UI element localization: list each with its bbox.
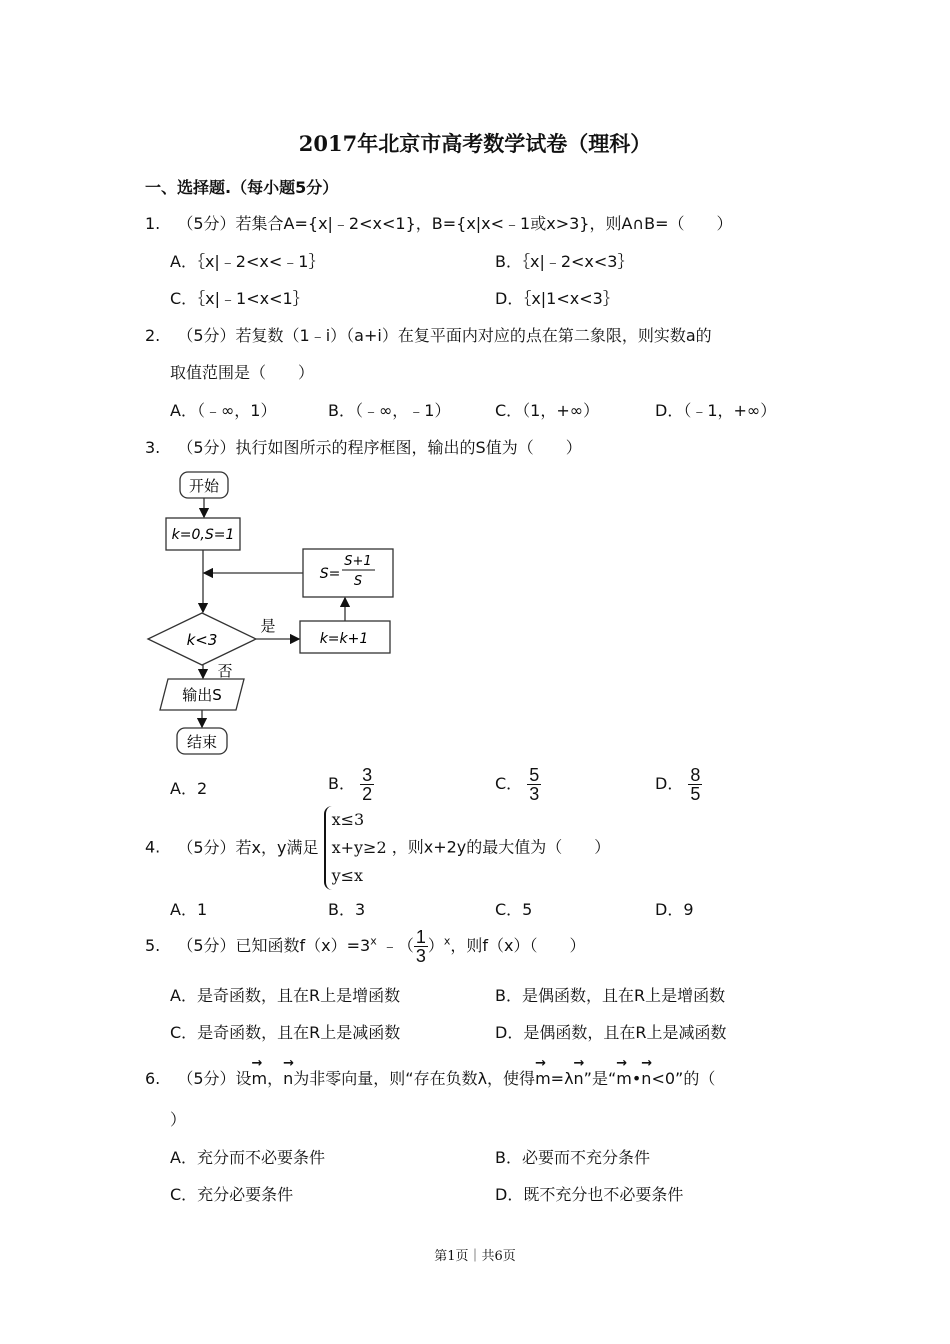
q2-option-d: D．（﹣1，+∞） [655,401,777,420]
fraction [414,928,428,965]
fraction [688,766,702,803]
init-label: k=0,S=1 [171,527,235,543]
denominator: 5 [690,784,701,804]
question-6 [145,1066,715,1089]
inequality-system [324,806,387,890]
denominator: 2 [362,784,373,804]
output-label: 输出S [182,686,222,704]
question-4 [145,806,610,890]
question-number: 6. [145,1069,161,1088]
q4-option-a: A．1 [170,900,208,919]
question-text-pre: （5分）已知函数f（x）=3 [177,936,371,955]
inequality-2: x+y≥2 [331,838,387,857]
q1-option-b: B．｛x|﹣2<x<3｝ [495,252,634,271]
page-footer: 第1页｜共6页 [434,1249,516,1264]
option-label: D． [655,774,684,793]
q5-option-a: A．是奇函数，且在R上是增函数 [170,986,401,1005]
numerator: 3 [362,765,373,785]
q5-option-b: B．是偶函数，且在R上是增函数 [495,986,726,1005]
question-number: 1. [145,214,161,233]
question-text: ”是“ [583,1069,617,1088]
question-text-mid: ﹣（ [381,936,414,955]
start-label: 开始 [188,477,220,495]
question-number: 4. [145,837,161,857]
question-2 [145,323,712,346]
vector-n: → n [641,1069,651,1088]
update-s-den: S [353,574,363,589]
question-text: <0”的（ [651,1069,716,1088]
q4-option-c: C．5 [495,900,533,919]
denominator: 3 [415,946,426,966]
inequality-1: x≤3 [331,810,365,829]
denominator: 3 [529,784,540,804]
option-label: B． [328,774,355,793]
q1-option-c: C．｛x|﹣1<x<1｝ [170,289,309,308]
vector-n: → n [283,1069,293,1088]
q3-option-d [655,766,702,803]
no-label: 否 [217,662,233,680]
q3-option-b [328,766,374,803]
question-6-line-2: ） [170,1110,187,1129]
q4-option-d: D．9 [655,900,694,919]
question-text-post: ，则f（x）（ ） [450,936,586,955]
equals-lambda: =λ [550,1069,574,1088]
question-number: 2. [145,326,161,345]
numerator: 1 [415,927,426,947]
vector-n: → n [574,1069,584,1088]
question-text-pre: （5分）若x，y满足 [177,837,319,857]
q5-option-c: C．是奇函数，且在R上是减函数 [170,1023,401,1042]
q5-option-d: D．是偶函数，且在R上是减函数 [495,1023,727,1042]
option-label: C． [495,774,523,793]
fraction [360,766,374,803]
question-1 [145,211,733,234]
fraction [527,766,541,803]
increment-label: k=k+1 [319,631,369,647]
dot-product: • [631,1069,642,1088]
question-text-post: ，则x+2y的最大值为（ ） [391,837,611,857]
paren-close: ） [427,936,444,955]
q1-option-d: D．｛x|1<x<3｝ [495,289,619,308]
q3-option-c [495,766,541,803]
q6-option-c: C．充分必要条件 [170,1185,294,1204]
question-text: （5分）设 [177,1069,252,1088]
q4-option-b: B．3 [328,900,366,919]
question-text: （5分）若集合A={x|﹣2<x<1}，B={x|x<﹣1或x>3}，则A∩B=（ ） [177,214,733,233]
section-heading: 一、选择题.（每小题5分） [145,178,339,197]
vector-m: → m [535,1069,551,1088]
q2-option-b: B．（﹣∞，﹣1） [328,401,451,420]
question-text: （5分）若复数（1﹣i）（a+i）在复平面内对应的点在第二象限，则实数a的 [177,326,712,345]
q2-option-c: C．（1，+∞） [495,401,600,420]
flowchart [140,465,410,760]
question-3 [145,435,582,458]
q2-option-a: A．（﹣∞，1） [170,401,277,420]
exponent: x [443,934,451,948]
inequality-3: y≤x [331,866,364,885]
vector-m: → m [616,1069,632,1088]
q6-option-b: B．必要而不充分条件 [495,1148,650,1167]
question-5 [145,928,586,965]
question-number: 3. [145,438,161,457]
condition-label: k<3 [186,631,218,649]
question-text: 为非零向量，则“存在负数λ，使得 [293,1069,536,1088]
update-s-lhs: S= [319,566,341,582]
page-title: 2017年北京市高考数学试卷（理科） [298,131,652,156]
numerator: 5 [529,765,540,785]
numerator: 8 [690,765,701,785]
comma: ， [267,1069,284,1088]
end-label: 结束 [186,733,218,751]
yes-label: 是 [260,617,276,635]
q3-option-a: A．2 [170,779,208,798]
q6-option-a: A．充分而不必要条件 [170,1148,325,1167]
q1-option-a: A．｛x|﹣2<x<﹣1｝ [170,252,325,271]
question-2-line-2: 取值范围是（ ） [170,363,315,382]
exponent: x [370,934,377,948]
update-s-num: S+1 [344,554,372,569]
question-number: 5. [145,936,161,955]
q6-option-d: D．既不充分也不必要条件 [495,1185,684,1204]
vector-m: → m [252,1069,268,1088]
question-text: （5分）执行如图所示的程序框图，输出的S值为（ ） [177,438,582,457]
